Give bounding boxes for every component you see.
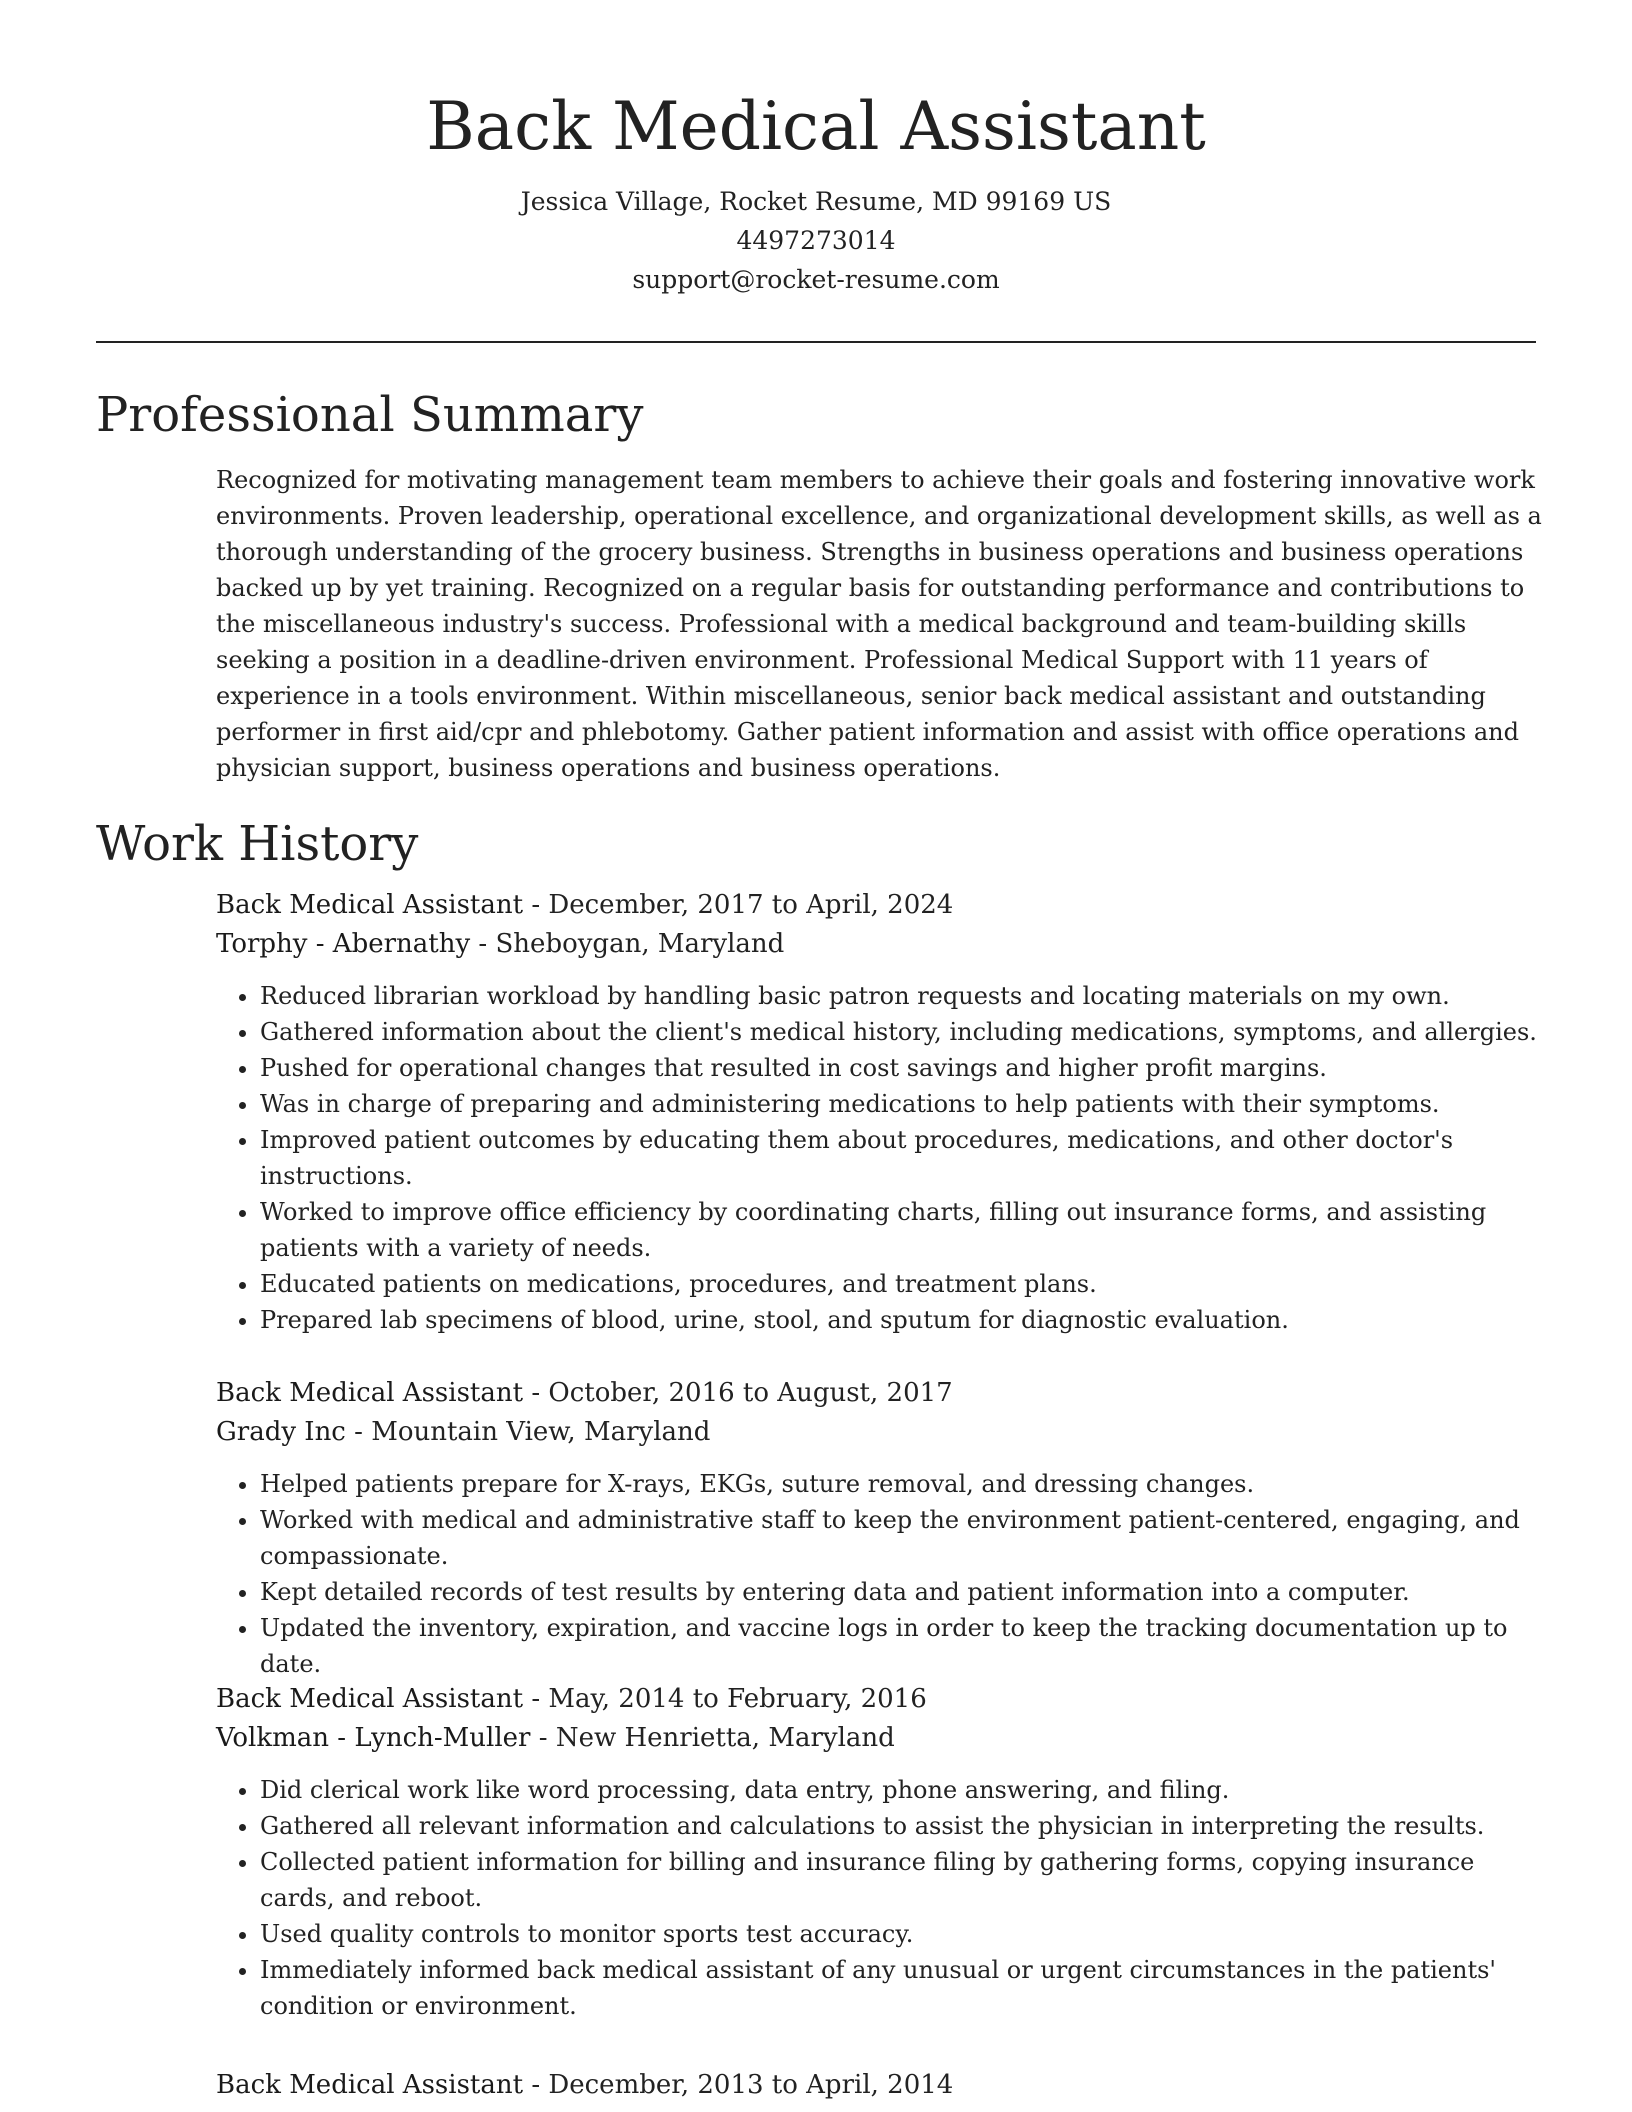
job-title-line — [216, 886, 1546, 925]
list-item: • Gathered all relevant information and calculations to assist the physician in interpreting the results. — [260, 1808, 1546, 1844]
job-location: New Henrietta, Maryland — [555, 1723, 895, 1753]
job-dates: May, 2014 to February, 2016 — [548, 1684, 927, 1714]
header-divider — [96, 341, 1536, 343]
list-item: • Reduced librarian workload by handling basic patron requests and locating materials on my own. — [260, 978, 1546, 1014]
list-item: • Updated the inventory, expiration, and vaccine logs in order to keep the tracking documentation up to date. — [260, 1610, 1546, 1682]
job-title: Back Medical Assistant — [216, 1684, 524, 1714]
list-item: • Pushed for operational changes that resulted in cost savings and higher profit margins. — [260, 1050, 1546, 1086]
list-item: • Collected patient information for billing and insurance filing by gathering forms, copying insurance cards, and reboot. — [260, 1844, 1546, 1916]
job-company-line — [216, 1413, 1546, 1452]
job-dates: December, 2017 to April, 2024 — [548, 890, 954, 920]
separator: - — [523, 1378, 549, 1408]
list-item: • Helped patients prepare for X-rays, EKGs, suture removal, and dressing changes. — [260, 1466, 1546, 1502]
list-item: • Used quality controls to monitor sports test accuracy. — [260, 1916, 1546, 1952]
contact-block — [0, 182, 1632, 299]
list-item: • Worked with medical and administrative staff to keep the environment patient-centered, engaging, and compassionate. — [260, 1502, 1546, 1574]
job-company: Volkman - Lynch-Muller — [216, 1723, 531, 1753]
job-bullets — [216, 1466, 1546, 1682]
job-title: Back Medical Assistant — [216, 890, 524, 920]
job-location: Mountain View, Maryland — [371, 1417, 711, 1447]
list-item: • Gathered information about the client's medical history, including medications, symptoms, and allergies. — [260, 1014, 1546, 1050]
summary-heading: Professional Summary — [96, 387, 644, 443]
list-item: • Immediately informed back medical assistant of any unusual or urgent circumstances in the patients' condition or environment. — [260, 1952, 1546, 2024]
job-title-line — [216, 1374, 1546, 1413]
candidate-name: Back Medical Assistant — [426, 88, 1206, 165]
job-title-line — [216, 1680, 1546, 1719]
address: Jessica Village, Rocket Resume, MD 99169 US — [520, 187, 1112, 216]
job-bullets — [216, 1772, 1546, 2024]
separator: - — [530, 1723, 556, 1753]
work-history-heading: Work History — [96, 816, 419, 872]
job-entry — [216, 2066, 1546, 2105]
resume-header — [0, 0, 1632, 299]
job-dates: December, 2013 to April, 2014 — [548, 2070, 954, 2100]
list-item: • Worked to improve office efficiency by coordinating charts, filling out insurance forms, and assisting patients with a variety of needs. — [260, 1194, 1546, 1266]
separator: - — [523, 1684, 549, 1714]
list-item: • Educated patients on medications, procedures, and treatment plans. — [260, 1266, 1546, 1302]
list-item: • Kept detailed records of test results by entering data and patient information into a computer. — [260, 1574, 1546, 1610]
job-bullets — [216, 978, 1546, 1338]
job-entry — [216, 1374, 1546, 1682]
job-dates: October, 2016 to August, 2017 — [548, 1378, 953, 1408]
list-item: • Improved patient outcomes by educating them about procedures, medications, and other doctor's instructions. — [260, 1122, 1546, 1194]
list-item: • Was in charge of preparing and administering medications to help patients with their symptoms. — [260, 1086, 1546, 1122]
job-company-line — [216, 1719, 1546, 1758]
job-company: Torphy - Abernathy — [216, 929, 471, 959]
separator: - — [523, 890, 549, 920]
job-company-line — [216, 925, 1546, 964]
separator: - — [345, 1417, 372, 1447]
list-item: • Prepared lab specimens of blood, urine, stool, and sputum for diagnostic evaluation. — [260, 1302, 1546, 1338]
job-entry — [216, 1680, 1546, 2024]
job-location: Sheboygan, Maryland — [495, 929, 785, 959]
email: support@rocket-resume.com — [632, 265, 1000, 294]
job-company: Grady Inc — [216, 1417, 346, 1447]
job-title: Back Medical Assistant — [216, 1378, 524, 1408]
job-title: Back Medical Assistant — [216, 2070, 524, 2100]
job-entry — [216, 886, 1546, 1338]
phone: 4497273014 — [736, 226, 896, 255]
list-item: • Did clerical work like word processing, data entry, phone answering, and filing. — [260, 1772, 1546, 1808]
separator: - — [470, 929, 496, 959]
summary-text: Recognized for motivating management team members to achieve their goals and fostering innovative work environments. Proven leadership, operational excellence, and organizational development skills, as well as a thorough understanding of the grocery business. Strengths in business operations and business operations backed up by yet training. Recognized on a regular basis for outstanding performance and contributions to the miscellaneous industry's success. Professional with a medical background and team-building skills seeking a position in a deadline-driven environment. Professional Medical Support with 11 years of experience in a tools environment. Within miscellaneous, senior back medical assistant and outstanding performer in first aid/cpr and phlebotomy. Gather patient information and assist with office operations and physician support, business operations and business operations. — [216, 466, 1542, 782]
job-title-line — [216, 2066, 1546, 2105]
separator: - — [523, 2070, 549, 2100]
